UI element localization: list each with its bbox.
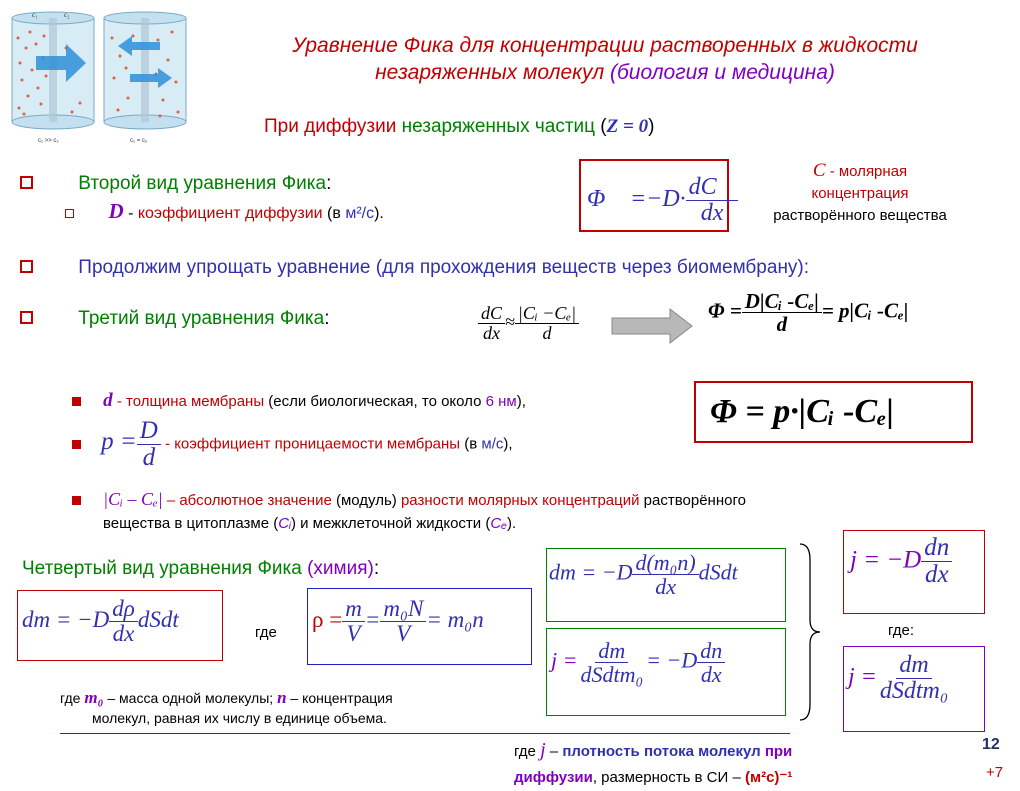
f2-rhs: = m₀n <box>426 606 484 632</box>
gde-label: где <box>255 624 277 641</box>
f4-den: dSdtm₀ <box>580 662 644 688</box>
title-rest: для концентрации растворенных в жидкости <box>453 34 918 57</box>
approx-den: dx <box>483 322 500 343</box>
approx-rnum: |Cᵢ −Cₑ| <box>515 304 579 324</box>
label-c2: c₂ <box>64 11 70 19</box>
f6-den: dSdtm₀ <box>879 678 949 705</box>
bullet-thickness <box>72 390 526 412</box>
formula-f6 <box>848 653 951 704</box>
f1-num: dρ <box>109 597 138 622</box>
diffusion-coef-desc: коэффициент диффузии <box>137 205 323 222</box>
diffusion-cylinders-figure <box>8 8 198 150</box>
approx-num: dC <box>478 304 505 324</box>
label-c1: c₁ <box>32 11 38 19</box>
abs-diff-symbol: |Cᵢ – Cₑ| <box>103 489 163 509</box>
formula-second-lhs: Φ⃗ =−D· <box>587 186 686 213</box>
f2-lhs: ρ = <box>312 606 343 632</box>
j-note-f: , размерность в СИ – <box>592 769 745 786</box>
formula-f4-box <box>546 628 786 716</box>
perm-num: D <box>137 418 161 445</box>
f1-den: dx <box>112 621 135 647</box>
j-note-c: плотность потока молекул <box>562 743 761 760</box>
arrow-right-icon <box>610 306 695 346</box>
page-title <box>205 32 1005 86</box>
phi-den: d <box>776 312 788 337</box>
f2-n2: m₀N <box>380 597 426 622</box>
subtitle-b: незаряженных частиц <box>401 116 596 137</box>
bullet-filled <box>72 440 81 449</box>
d-dash: - <box>123 205 138 222</box>
f5-den: dx <box>924 561 949 589</box>
big-formula: Φ = p·|Cᵢ -Cₑ| <box>710 393 895 430</box>
abs-diff-c: разности молярных концентраций <box>400 492 640 509</box>
m0-symbol: m₀ <box>84 688 104 707</box>
bullet-filled <box>72 397 81 406</box>
perm-den: d <box>142 444 156 472</box>
thickness-desc: - толщина мембраны <box>112 393 265 410</box>
thickness-close: ), <box>516 393 526 410</box>
separator-line <box>60 733 790 734</box>
subtitle-d: ) <box>648 116 655 137</box>
continue-text: Продолжим упрощать уравнение (для прохождения веществ через биомембрану): <box>78 257 810 278</box>
abs-diff-e: вещества в цитоплазме ( <box>103 515 279 532</box>
thickness-symbol: d <box>103 390 113 411</box>
paren-a: (в <box>322 205 346 222</box>
m0-note-b: – масса одной молекулы; <box>103 690 278 706</box>
f3-den: dx <box>655 574 676 600</box>
note-c-b: концентрация <box>811 185 909 202</box>
f4-lhs: j = <box>551 647 578 673</box>
subtitle-c: ( <box>595 116 607 137</box>
abs-diff-a: – абсолютное значение <box>162 492 336 509</box>
formula-second <box>587 175 738 226</box>
formula-f6-box <box>843 646 985 732</box>
f2-d2: V <box>396 621 411 647</box>
fourth-form-label: Четвертый вид уравнения Фика <box>22 558 308 579</box>
page-delta: +7 <box>986 764 1004 781</box>
second-form-row <box>20 173 331 195</box>
phi-num: D|Cᵢ -Cₑ| <box>742 290 822 313</box>
note-c <box>740 160 980 227</box>
perm-close: ), <box>503 435 513 453</box>
f5-num: dn <box>921 535 952 562</box>
f4-mid: = −D <box>646 647 698 673</box>
formula-second-den: dx <box>700 200 724 227</box>
label-c1-eq-c2: c₁ = c₂ <box>130 138 148 144</box>
f4-num: dm <box>595 639 628 663</box>
abs-diff-b: (модуль) <box>335 492 401 509</box>
m0-note <box>60 688 393 728</box>
page-number: 12 <box>982 736 1000 753</box>
subtitle-z: Z = 0 <box>606 116 649 137</box>
perm-paren: (в <box>460 435 482 453</box>
f4-den2: dx <box>700 662 722 688</box>
abs-diff-g: ). <box>507 515 517 532</box>
formula-f2-box <box>307 588 532 665</box>
cylinder-left <box>12 11 94 144</box>
phi-rhs: = p|Cᵢ -Cₑ| <box>821 298 909 323</box>
f3-num: d(m₀n) <box>632 551 698 575</box>
bullet-small-square <box>65 209 74 218</box>
j-note-b: – <box>545 743 563 760</box>
note-c-a: - молярная <box>825 163 908 180</box>
f2-eq: = <box>364 606 381 632</box>
f6-lhs: j = <box>848 664 877 691</box>
third-colon: : <box>324 308 330 329</box>
approx-sign: ≈ <box>505 311 515 332</box>
bullet-permeability <box>72 418 513 472</box>
note-c-c: растворённого вещества <box>773 207 947 224</box>
bullet-square <box>20 260 33 273</box>
j-note-g: (м²с)⁻¹ <box>744 769 793 786</box>
phi-lhs: Φ = <box>708 298 742 323</box>
f5-lhs: j = −D <box>850 546 922 574</box>
f3-lhs: dm = −D <box>549 559 633 585</box>
title-line2: незаряженных молекул <box>375 61 610 84</box>
unit-m2s: м²/с <box>345 205 375 222</box>
formula-second-num: dC⃗ <box>686 175 739 201</box>
formula-second-box <box>579 159 736 232</box>
abs-diff-ce: Cₑ <box>490 515 507 532</box>
diffusion-coef-row <box>65 199 384 224</box>
m0-note-d: молекул, равная их числу в единице объема. <box>92 710 387 726</box>
note-c-symbol: C <box>812 160 826 181</box>
approx-rden: d <box>542 322 552 343</box>
j-note <box>514 737 792 791</box>
fourth-chem: (химия) <box>307 558 374 579</box>
second-form-label: Второй вид уравнения Фика <box>78 173 327 194</box>
f6-num: dm <box>896 653 931 679</box>
phi-formula <box>708 290 908 335</box>
f4-num2: dn <box>697 639 725 663</box>
title-fick: Уравнение Фика <box>292 34 454 57</box>
n-symbol: n <box>277 688 287 707</box>
m0-note-a: где <box>60 690 85 706</box>
f2-n1: m <box>342 597 365 622</box>
abs-diff-d: растворённого <box>639 492 746 509</box>
second-colon: : <box>326 173 332 194</box>
j-note-a: где <box>514 743 541 760</box>
paren-b: ). <box>374 205 384 222</box>
third-form-row <box>20 308 330 330</box>
formula-f1 <box>22 597 179 646</box>
subtitle <box>264 116 654 138</box>
big-formula-box <box>694 381 973 443</box>
third-form-label: Третий вид уравнения Фика <box>78 308 325 329</box>
m0-note-c: – концентрация <box>286 690 393 706</box>
f3-rhs: dSdt <box>698 559 738 585</box>
bullet-filled <box>72 496 81 505</box>
cylinder-right <box>104 12 186 144</box>
abs-diff-ci: Cᵢ <box>278 515 291 532</box>
brace-icon <box>796 540 826 725</box>
thickness-value: 6 нм <box>485 393 517 410</box>
f1-lhs: dm = −D <box>22 606 110 632</box>
perm-lhs: p = <box>101 427 137 455</box>
bullet-square <box>20 176 33 189</box>
fourth-colon: : <box>373 558 380 579</box>
formula-f5 <box>850 535 952 589</box>
perm-desc: - коэффициент проницаемости мембраны <box>160 435 461 453</box>
j-note-e: диффузии <box>514 769 593 786</box>
f2-d1: V <box>346 621 361 647</box>
formula-f5-box <box>843 530 985 614</box>
thickness-paren: (если биологическая, то около <box>264 393 486 410</box>
formula-f3-box <box>546 548 786 622</box>
j-symbol: j <box>540 739 546 761</box>
j-note-d: при <box>760 743 793 760</box>
formula-f3 <box>549 551 738 598</box>
f1-rhs: dSdt <box>137 606 179 632</box>
d-symbol: D <box>108 199 124 223</box>
title-bio-med: (биология и медицина) <box>610 61 835 84</box>
label-c1-gg-c2: c₁ >> c₂ <box>38 138 59 144</box>
formula-f4 <box>551 639 725 686</box>
subtitle-a: При диффузии <box>264 116 402 137</box>
perm-unit: м/с <box>481 435 504 453</box>
approx-formula <box>478 304 579 343</box>
abs-diff-f: ) и межклеточной жидкости ( <box>290 515 491 532</box>
gde2-label: где: <box>888 622 915 639</box>
formula-f2 <box>312 597 484 646</box>
fourth-form-label-row <box>22 558 379 580</box>
bullet-abs-diff <box>72 488 746 535</box>
continue-row <box>20 257 809 279</box>
formula-f1-box <box>17 590 223 661</box>
bullet-square <box>20 311 33 324</box>
